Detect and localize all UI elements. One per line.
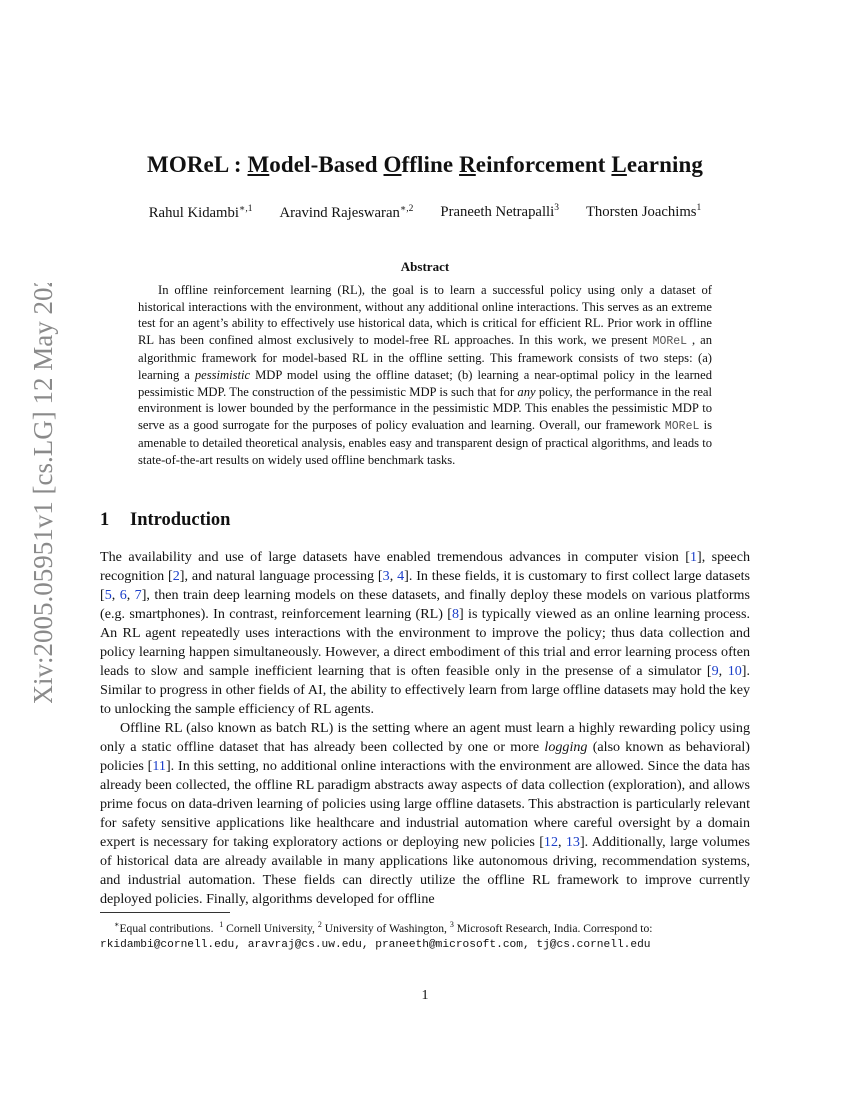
citation-link[interactable]: 8 xyxy=(451,606,460,622)
citation-link[interactable]: 10 xyxy=(727,663,742,679)
title-word: einforcement xyxy=(475,152,612,177)
citation-link[interactable]: 4 xyxy=(397,568,405,584)
author xyxy=(149,203,253,222)
text: , xyxy=(389,568,398,584)
footnote xyxy=(100,917,750,953)
author-affiliation: 3 xyxy=(554,203,559,213)
morel-name: MOReL xyxy=(664,419,700,433)
abstract-text: , an algorithmic framework for model-based RL in the offline setting. This framework consists of two steps: (a) learning a xyxy=(138,332,713,382)
citation-link[interactable]: 9 xyxy=(711,663,719,679)
paper-title xyxy=(100,152,750,178)
text: ], and natural language processing [ xyxy=(179,568,383,584)
abstract-text: is amenable to detailed theoretical analysis, enables easy and transparent design of practical algorithms, and leads to state-of-the-art results on widely used offline benchmark tasks. xyxy=(138,417,712,467)
abstract-text: policy, the performance in the real environment is lower bounded by the performance in the pessimistic MDP. This enables the pessimistic MDP to serve as a good surrogate for the purposes of policy evaluation and learning. Overall, our framework xyxy=(138,384,712,432)
text: ], then train deep learning models on these datasets, and finally deploy these models on various platforms (e.g. smartphones). In contrast, reinforcement learning (RL) [ xyxy=(100,587,751,622)
author-name: Thorsten Joachims xyxy=(585,203,697,220)
footnote-marker: 1 xyxy=(219,920,224,929)
author-name: Praneeth Netrapalli xyxy=(440,203,555,220)
author xyxy=(280,203,414,222)
text: , xyxy=(126,587,135,603)
author-affiliation: ∗,1 xyxy=(238,204,253,214)
paragraph xyxy=(100,548,750,719)
title-initial: L xyxy=(611,152,627,177)
emphasis: any xyxy=(517,384,536,399)
citation-link[interactable]: 11 xyxy=(152,758,166,774)
citation-link[interactable]: 13 xyxy=(565,834,580,850)
author-list xyxy=(100,203,750,222)
text: ]. In this setting, no additional online interactions with the environment are allowed. Since the data has already been collected, the offline RL paradigm abstracts away aspects of data collection (exploration), and allows prime focus on data-driven learning of policies using large offline datasets. This abstraction is particularly relevant for safety sensitive applications like healthcare and industrial automation where careful oversight by a domain expert is necessary for taking exploratory actions or deploying new policies [ xyxy=(100,758,750,850)
footnote-affiliations xyxy=(100,917,750,937)
intro-body xyxy=(100,548,750,909)
title-word: ffline xyxy=(401,152,460,177)
text: Cornell University, xyxy=(226,921,315,935)
citation-link[interactable]: 12 xyxy=(543,834,558,850)
section-title: Introduction xyxy=(130,510,231,530)
footnote-rule xyxy=(100,912,230,913)
author-name: Aravind Rajeswaran xyxy=(279,204,400,221)
text: (also known as behavioral) policies [ xyxy=(100,739,750,774)
emphasis: pessimistic xyxy=(194,367,251,382)
citation-link[interactable]: 5 xyxy=(104,587,112,603)
abstract-text: In offline reinforcement learning (RL), the goal is to learn a successful policy using only a dataset of historical interactions with the environment, without any additional online interactions. This serves as an extreme test for an agent’s ability to effectively use historical data, which is critical for efficient RL. Prior work in offline RL has been confined almost exclusively to model-free RL approaches. In this work, we present xyxy=(138,283,712,347)
title-initial: O xyxy=(383,152,402,177)
title-word: odel-Based xyxy=(269,152,384,177)
title-initial: M xyxy=(247,152,270,177)
contact-emails[interactable]: rkidambi@cornell.edu, aravraj@cs.uw.edu, praneeth@microsoft.com, tj@cs.cornell.edu xyxy=(100,938,651,951)
author-affiliation: ∗,2 xyxy=(399,204,414,214)
text: ], speech recognition [ xyxy=(100,549,750,584)
page-number: 1 xyxy=(421,988,429,1003)
text: , xyxy=(111,587,120,603)
author xyxy=(586,203,701,222)
citation-link[interactable]: 2 xyxy=(172,568,180,584)
text: , xyxy=(558,834,566,850)
paragraph xyxy=(100,719,750,909)
title-prefix: MOReL : xyxy=(147,152,248,177)
section-number: 1 xyxy=(100,510,110,530)
abstract-text: MDP model using the offline dataset; (b) learning a near-optimal policy in the learned pessimistic MDP. The construction of the pessimistic MDP is such that for xyxy=(138,367,712,399)
text: ]. In these fields, it is customary to first collect large datasets [ xyxy=(100,568,751,603)
text: , xyxy=(718,663,728,679)
text: ] is typically viewed as an online learning process. An RL agent repeatedly uses interactions with the environment to improve the policy; thus data collection and policy learning happen simultaneously. However, a direct embodiment of this trial and error learning process often leads to slow and sample inefficient learning that is often feasible only in the presense of a simulator [ xyxy=(100,606,750,679)
section-heading xyxy=(100,510,230,531)
arxiv-stamp-text: arXiv:2005.05951v1 [cs.LG] 12 May 2020 xyxy=(28,283,58,703)
footnote-marker: ∗ xyxy=(114,920,120,929)
title-word: earning xyxy=(626,152,703,177)
citation-link[interactable]: 6 xyxy=(119,587,127,603)
author xyxy=(440,203,559,222)
citation-link[interactable]: 1 xyxy=(689,549,697,565)
morel-name: MOReL xyxy=(652,334,688,348)
citation-link[interactable]: 3 xyxy=(382,568,390,584)
title-initial: R xyxy=(459,152,476,177)
footnote-marker: 2 xyxy=(317,920,322,929)
abstract-heading: Abstract xyxy=(400,259,450,274)
author-affiliation: 1 xyxy=(696,203,702,213)
author-name: Rahul Kidambi xyxy=(148,204,239,221)
text: Offline RL (also known as batch RL) is the setting where an agent must learn a highly rewarding policy using only a static offline dataset that has already been collected by one or more xyxy=(100,720,750,755)
abstract-body xyxy=(138,282,712,469)
text: University of Washington, xyxy=(324,921,447,935)
text: ]. Additionally, large volumes of historical data are already available in many applications like autonomous driving, recommendation systems, and industrial automation. These fields can directly utilize the offline RL framework to improve currently deployed policies. Finally, algorithms developed for offline xyxy=(100,834,750,907)
text: Microsoft Research, India. Correspond to: xyxy=(456,921,653,935)
citation-link[interactable]: 7 xyxy=(134,587,142,603)
footnote-marker: 3 xyxy=(449,920,454,929)
arxiv-stamp xyxy=(22,283,68,703)
emphasis: logging xyxy=(544,739,588,755)
text: Equal contributions. xyxy=(119,921,214,935)
text: ]. Similar to progress in other fields of AI, the ability to effectively learn from large offline datasets may hold the key to unlocking the sample efficiency of RL agents. xyxy=(100,663,750,717)
text: The availability and use of large datasets have enabled tremendous advances in computer vision [ xyxy=(100,549,690,565)
